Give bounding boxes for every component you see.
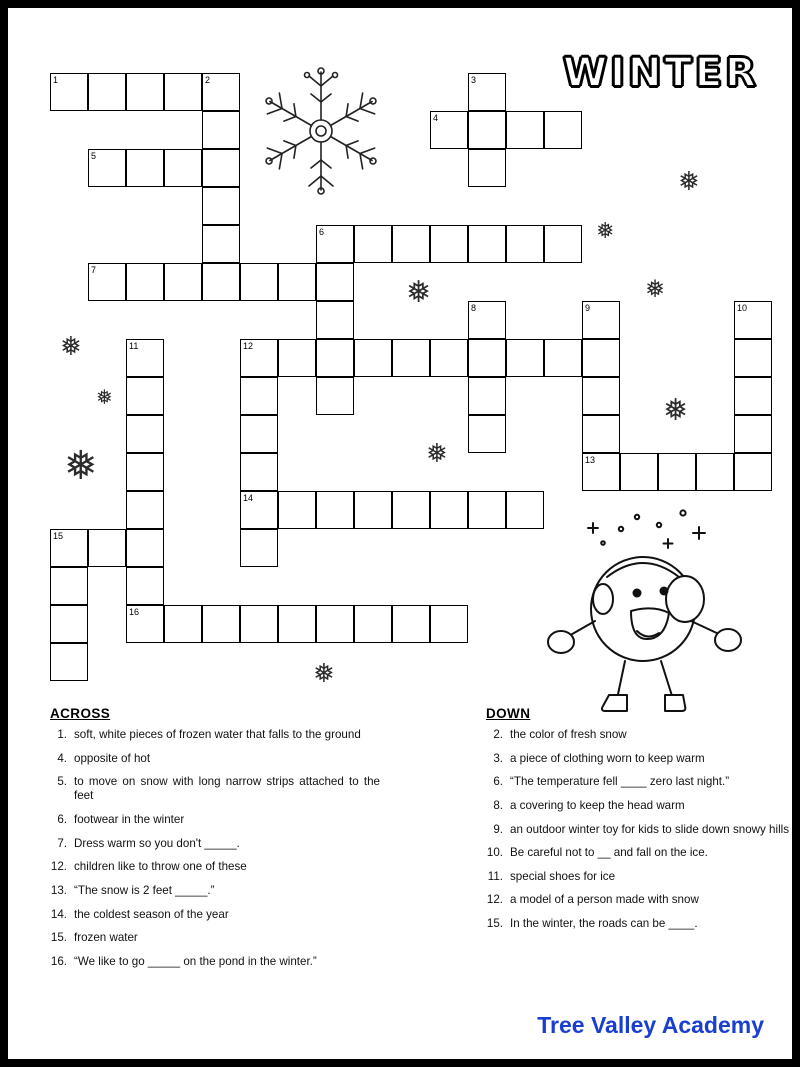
crossword-cell[interactable] bbox=[468, 149, 506, 187]
crossword-cell[interactable] bbox=[582, 415, 620, 453]
crossword-cell[interactable] bbox=[88, 529, 126, 567]
clue-text: opposite of hot bbox=[74, 751, 151, 765]
crossword-cell[interactable] bbox=[468, 111, 506, 149]
crossword-cell[interactable] bbox=[316, 377, 354, 415]
crossword-cell[interactable] bbox=[126, 263, 164, 301]
crossword-cell[interactable] bbox=[316, 263, 354, 301]
cell-number: 11 bbox=[129, 341, 139, 351]
snowflake-icon: ❅ bbox=[64, 444, 98, 488]
clue-item bbox=[486, 775, 800, 789]
crossword-cell[interactable] bbox=[354, 605, 392, 643]
crossword-cell[interactable] bbox=[278, 605, 316, 643]
clue-number: 5. bbox=[57, 775, 67, 789]
clue-text: soft, white pieces of frozen water that falls to the ground bbox=[74, 728, 361, 741]
worksheet-page bbox=[8, 8, 792, 1059]
snowflake-icon: ❅ bbox=[645, 276, 666, 303]
clue-text: special shoes for ice bbox=[510, 869, 616, 883]
cell-number: 7 bbox=[91, 265, 97, 275]
cell-number: 16 bbox=[129, 607, 140, 617]
snowflake-icon: ❅ bbox=[313, 658, 335, 688]
clue-number: 6. bbox=[493, 775, 503, 789]
crossword-cell[interactable] bbox=[50, 643, 88, 681]
page-title: WINTER bbox=[563, 50, 759, 96]
clue-item bbox=[486, 870, 800, 884]
clue-item bbox=[50, 813, 380, 827]
crossword-cell[interactable] bbox=[202, 225, 240, 263]
crossword-cell[interactable] bbox=[468, 377, 506, 415]
clue-item bbox=[50, 908, 380, 922]
clue-text: children like to throw one of these bbox=[74, 860, 247, 874]
crossword-cell[interactable] bbox=[50, 567, 88, 605]
crossword-cell[interactable] bbox=[734, 339, 772, 377]
crossword-cell[interactable] bbox=[202, 187, 240, 225]
clue-item bbox=[50, 728, 380, 742]
crossword-cell[interactable] bbox=[430, 225, 468, 263]
crossword-cell[interactable] bbox=[126, 529, 164, 567]
clue-text: In the winter, the roads can be ____. bbox=[510, 917, 698, 931]
clue-number: 3. bbox=[493, 751, 503, 765]
clue-number: 11. bbox=[487, 869, 503, 883]
clue-item bbox=[486, 728, 800, 742]
clue-number: 15. bbox=[486, 917, 503, 931]
cell-number: 6 bbox=[319, 227, 325, 237]
crossword-cell[interactable] bbox=[734, 453, 772, 491]
crossword-cell[interactable] bbox=[582, 339, 620, 377]
crossword-cell[interactable] bbox=[544, 111, 582, 149]
crossword-cell[interactable] bbox=[506, 339, 544, 377]
crossword-cell[interactable] bbox=[202, 605, 240, 643]
clue-item bbox=[50, 955, 380, 969]
clue-number: 15. bbox=[50, 931, 67, 945]
crossword-cell[interactable] bbox=[468, 339, 506, 377]
clue-item bbox=[50, 752, 380, 766]
crossword-cell[interactable] bbox=[544, 225, 582, 263]
snowflake-icon: ❅ bbox=[406, 276, 432, 309]
crossword-cell[interactable] bbox=[126, 73, 164, 111]
cell-number: 2 bbox=[205, 75, 211, 85]
cell-number: 1 bbox=[53, 75, 59, 85]
clue-number: 2. bbox=[493, 728, 503, 741]
crossword-cell[interactable] bbox=[316, 605, 354, 643]
crossword-cell[interactable] bbox=[240, 453, 278, 491]
crossword-cell[interactable] bbox=[316, 491, 354, 529]
crossword-cell[interactable] bbox=[164, 605, 202, 643]
clue-number: 1. bbox=[57, 728, 67, 741]
clue-text: Dress warm so you don't _____. bbox=[74, 836, 240, 850]
cell-number: 10 bbox=[737, 303, 748, 313]
snowflake-icon: ❅ bbox=[426, 438, 448, 468]
crossword-cell[interactable] bbox=[126, 377, 164, 415]
clue-number: 12. bbox=[50, 860, 67, 874]
crossword-cell[interactable] bbox=[468, 491, 506, 529]
crossword-cell[interactable] bbox=[734, 377, 772, 415]
cell-number: 12 bbox=[243, 341, 254, 351]
cell-number: 9 bbox=[585, 303, 591, 313]
clue-number: 13. bbox=[50, 883, 67, 897]
clue-text: an outdoor winter toy for kids to slide down snowy hills bbox=[510, 822, 790, 836]
clue-item bbox=[486, 846, 800, 860]
clue-item bbox=[486, 893, 800, 907]
crossword-cell[interactable] bbox=[126, 149, 164, 187]
cell-number: 15 bbox=[53, 531, 64, 541]
crossword-cell[interactable] bbox=[734, 415, 772, 453]
crossword-cell[interactable] bbox=[126, 491, 164, 529]
crossword-cell[interactable] bbox=[164, 73, 202, 111]
crossword-cell[interactable] bbox=[430, 605, 468, 643]
crossword-cell[interactable] bbox=[696, 453, 734, 491]
crossword-cell[interactable] bbox=[202, 263, 240, 301]
crossword-cell[interactable] bbox=[392, 339, 430, 377]
clue-item bbox=[486, 917, 800, 931]
crossword-cell[interactable] bbox=[506, 225, 544, 263]
crossword-cell[interactable] bbox=[202, 111, 240, 149]
crossword-cell[interactable] bbox=[126, 453, 164, 491]
clue-text: the color of fresh snow bbox=[510, 728, 627, 741]
clue-text: to move on snow with long narrow strips attached to the feet bbox=[74, 775, 380, 803]
crossword-cell[interactable] bbox=[126, 415, 164, 453]
crossword-cell[interactable] bbox=[316, 339, 354, 377]
cell-number: 5 bbox=[91, 151, 97, 161]
clue-item bbox=[486, 823, 800, 837]
clue-number: 12. bbox=[486, 893, 503, 907]
brand-label: Tree Valley Academy bbox=[537, 1012, 764, 1038]
clue-number: 6. bbox=[57, 813, 67, 827]
crossword-cell[interactable] bbox=[544, 339, 582, 377]
cell-number: 13 bbox=[585, 455, 596, 465]
crossword-cell[interactable] bbox=[354, 225, 392, 263]
clue-item bbox=[50, 860, 380, 874]
crossword-cell[interactable] bbox=[240, 377, 278, 415]
crossword-cell[interactable] bbox=[126, 567, 164, 605]
clue-number: 8. bbox=[493, 798, 503, 812]
crossword-cell[interactable] bbox=[582, 377, 620, 415]
snowman-illustration bbox=[533, 503, 753, 728]
crossword-cell[interactable] bbox=[392, 225, 430, 263]
cell-number: 4 bbox=[433, 113, 439, 123]
clue-text: frozen water bbox=[74, 931, 138, 945]
across-clue-list bbox=[50, 728, 380, 979]
snowflake-icon: ❅ bbox=[60, 331, 82, 361]
crossword-cell[interactable] bbox=[164, 149, 202, 187]
clue-text: “The temperature fell ____ zero last night.” bbox=[510, 775, 730, 789]
clue-text: a piece of clothing worn to keep warm bbox=[510, 751, 705, 765]
snowflake-icon: ❅ bbox=[678, 166, 700, 196]
clue-text: Be careful not to __ and fall on the ice. bbox=[510, 846, 708, 860]
cell-number: 3 bbox=[471, 75, 477, 85]
clue-number: 16. bbox=[50, 954, 67, 968]
crossword-cell[interactable] bbox=[354, 491, 392, 529]
crossword-cell[interactable] bbox=[164, 263, 202, 301]
crossword-cell[interactable] bbox=[50, 605, 88, 643]
down-heading: DOWN bbox=[486, 706, 531, 721]
clue-text: the coldest season of the year bbox=[74, 907, 229, 921]
crossword-cell[interactable] bbox=[278, 263, 316, 301]
clue-number: 10. bbox=[486, 846, 503, 860]
cell-number: 8 bbox=[471, 303, 477, 313]
clue-text: a covering to keep the head warm bbox=[510, 798, 685, 812]
crossword-cell[interactable] bbox=[430, 339, 468, 377]
crossword-cell[interactable] bbox=[392, 491, 430, 529]
clue-item bbox=[50, 884, 380, 898]
crossword-cell[interactable] bbox=[240, 605, 278, 643]
across-heading: ACROSS bbox=[50, 706, 111, 721]
down-clue-list bbox=[486, 728, 800, 941]
crossword-cell[interactable] bbox=[468, 225, 506, 263]
crossword-cell[interactable] bbox=[354, 339, 392, 377]
clue-text: footwear in the winter bbox=[74, 813, 185, 827]
crossword-cell[interactable] bbox=[240, 263, 278, 301]
clue-number: 9. bbox=[493, 822, 503, 836]
clue-item bbox=[50, 931, 380, 945]
clue-item bbox=[50, 775, 380, 803]
snowflake-icon: ❅ bbox=[663, 394, 689, 427]
crossword-cell[interactable] bbox=[240, 415, 278, 453]
clue-text: “We like to go _____ on the pond in the winter.” bbox=[74, 954, 317, 968]
snowflake-icon: ❅ bbox=[596, 218, 615, 243]
crossword-cell[interactable] bbox=[278, 491, 316, 529]
cell-number: 14 bbox=[243, 493, 254, 503]
crossword-cell[interactable] bbox=[430, 491, 468, 529]
crossword-cell[interactable] bbox=[468, 415, 506, 453]
clue-item bbox=[486, 799, 800, 813]
clue-number: 4. bbox=[57, 751, 67, 765]
crossword-cell[interactable] bbox=[316, 301, 354, 339]
crossword-cell[interactable] bbox=[506, 111, 544, 149]
crossword-cell[interactable] bbox=[658, 453, 696, 491]
clue-item bbox=[486, 752, 800, 766]
clue-number: 7. bbox=[57, 836, 67, 850]
snowflake-icon: ❅ bbox=[96, 387, 113, 409]
clue-number: 14. bbox=[50, 907, 67, 921]
crossword-cell[interactable] bbox=[392, 605, 430, 643]
clue-text: a model of a person made with snow bbox=[510, 893, 699, 907]
crossword-cell[interactable] bbox=[620, 453, 658, 491]
crossword-cell[interactable] bbox=[88, 73, 126, 111]
crossword-cell[interactable] bbox=[202, 149, 240, 187]
crossword-cell[interactable] bbox=[278, 339, 316, 377]
clue-text: “The snow is 2 feet _____.” bbox=[74, 883, 215, 897]
clue-item bbox=[50, 837, 380, 851]
crossword-cell[interactable] bbox=[240, 529, 278, 567]
